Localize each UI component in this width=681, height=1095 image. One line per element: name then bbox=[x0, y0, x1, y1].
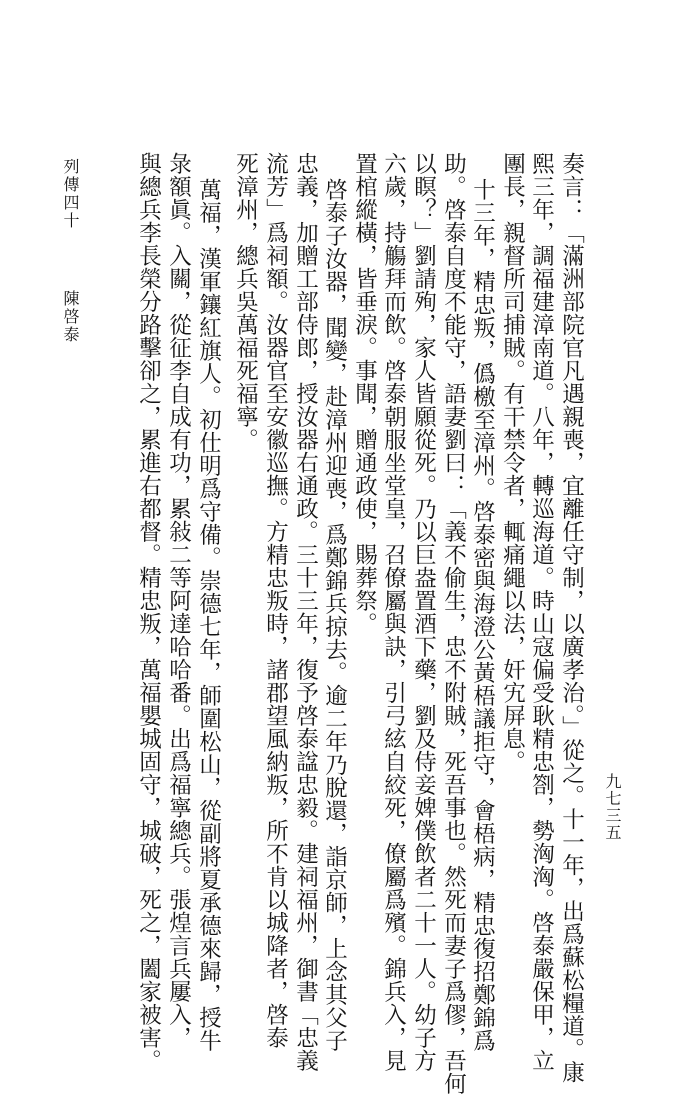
text-column-6: 以瞑？」劉請殉，家人皆願從死。乃以巨盎置酒下藥，劉及侍妾婢僕飲者二十一人。幼子方 bbox=[410, 152, 437, 1072]
page-number: 九七三五 bbox=[603, 773, 622, 841]
text-column-2: 熙三年，調福建漳南道。八年，轉巡海道。時山寇偏受耿精忠劄，勢洶洶。啓泰嚴保甲，立 bbox=[528, 152, 555, 1072]
text-column-5: 助。啓泰自度不能守，語妻劉曰：「義不偷生，忠不附賊，死吾事也。然死而妻子爲僇，吾何 bbox=[440, 152, 467, 1095]
text-column-1: 奏言：「滿洲部院官凡遇親喪，宜離任守制，以廣孝治。」從之。十一年，出爲蘇松糧道。康 bbox=[558, 152, 585, 1084]
column-header-person: 陳啓泰 bbox=[61, 290, 80, 344]
text-column-8: 置棺縱橫，皆垂淚。事聞，贈通政使，賜葬祭。 bbox=[351, 152, 378, 635]
text-column-14: 彔額眞。入關，從征李自成有功，累敍二等阿達哈哈番。出爲福寧總兵。張煌言兵屢入， bbox=[165, 152, 192, 1049]
text-column-13: 萬福，漢軍鑲紅旗人。初仕明爲守備。崇德七年，師圍松山，從副將夏承德來歸，授牛 bbox=[195, 178, 222, 1052]
text-column-9: 啓泰子汝器，聞變，赴漳州迎喪，爲鄭錦兵掠去。逾二年乃脫還，詣京師，上念其父子 bbox=[321, 178, 348, 1052]
column-header-section: 列傳四十 bbox=[61, 158, 80, 230]
text-column-15: 與總兵李長榮分路擊卻之，累進右都督。精忠叛，萬福嬰城固守，城破，死之，闔家被害。 bbox=[135, 152, 162, 1072]
text-column-10: 忠義，加贈工部侍郎，授汝器右通政。三十三年，復予啓泰諡忠毅。建祠福州，御書「忠義 bbox=[292, 152, 319, 1072]
text-column-7: 六歲，持觴拜而飲。啓泰朝服坐堂皇，召僚屬與訣，引弓絃自絞死，僚屬爲殯。錦兵入，見 bbox=[380, 152, 407, 1072]
text-column-12: 死漳州，總兵吳萬福死福寧。 bbox=[232, 152, 259, 451]
text-column-11: 流芳」爲祠額。汝器官至安徽巡撫。方精忠叛時，諸郡望風納叛，所不肯以城降者，啓泰 bbox=[262, 152, 289, 1049]
text-column-3: 團長，親督所司捕賊。有干禁令者，輒痛繩以法，奸宄屏息。 bbox=[499, 152, 526, 773]
text-column-4: 十三年，精忠叛，僞檄至漳州。啓泰密與海澄公黃梧議拒守，會梧病，精忠復招鄭錦爲 bbox=[469, 178, 496, 1052]
